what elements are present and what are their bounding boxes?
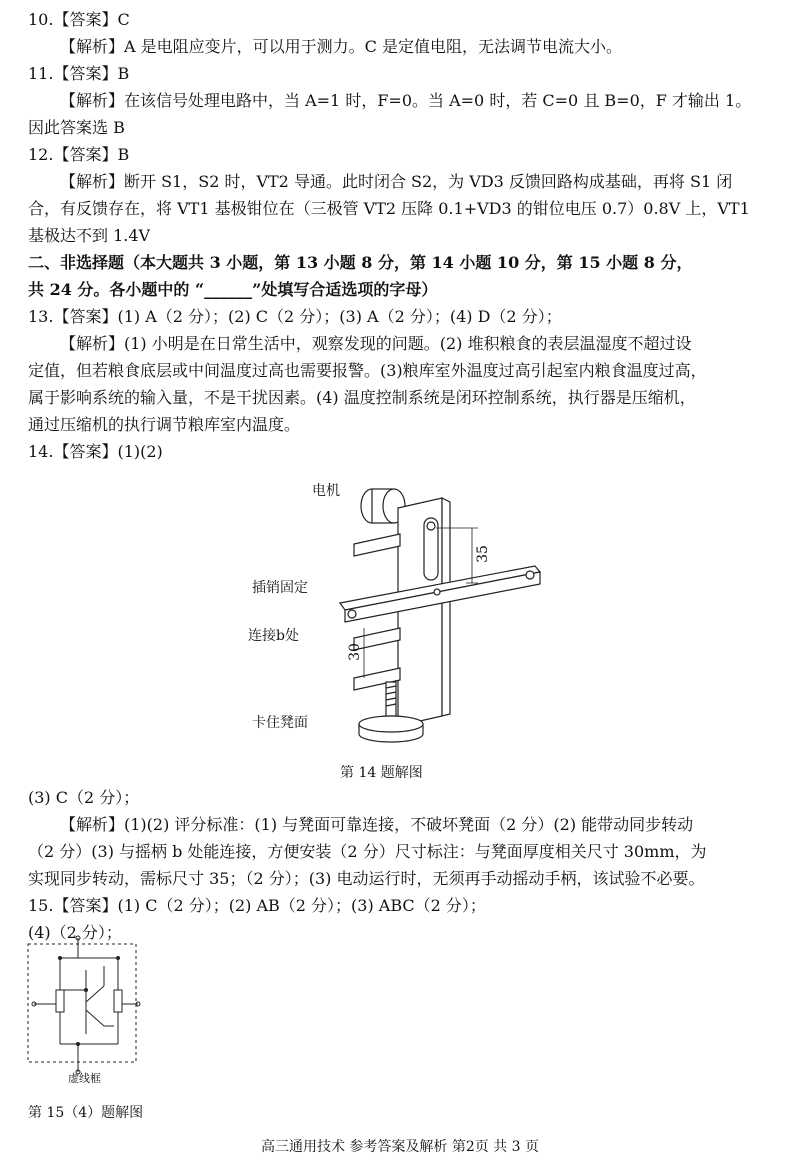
q14-analysis-cont-1: （2 分）(3) 与摇柄 b 处能连接，方便安装（2 分）尺寸标注：与凳面厚度相关尺寸 30mm，为 bbox=[28, 842, 707, 861]
q13-analysis-cont-1: 定值，但若粮食底层或中间温度过高也需要报警。(3)粮库室外温度过高引起室内粮食温度过高， bbox=[28, 361, 707, 380]
q10-answer: 10.【答案】C bbox=[28, 10, 130, 29]
q11-answer: 11.【答案】B bbox=[28, 64, 130, 83]
q10-analysis: 【解析】A 是电阻应变片，可以用于测力。C 是定值电阻，无法调节电流大小。 bbox=[60, 37, 622, 56]
q13-analysis: 【解析】(1) 小明是在日常生活中，观察发现的问题。(2) 堆积粮食的表层温湿度不超过设 bbox=[60, 334, 692, 353]
q13-analysis-cont-2: 属于影响系统的输入量，不是干扰因素。(4) 温度控制系统是闭环控制系统，执行器是压缩机， bbox=[28, 388, 696, 407]
q14-analysis-cont-2: 实现同步转动，需标尺寸 35；（2 分）；(3) 电动运行时，无须再手动摇动手柄，该试验不必要。 bbox=[28, 869, 705, 888]
q14-answer-3: (3) C（2 分）； bbox=[28, 788, 140, 807]
figure-14-drawing bbox=[340, 488, 570, 748]
q13-answer: 13.【答案】(1) A（2 分）；(2) C（2 分）；(3) A（2 分）；(4) D（2 分）； bbox=[28, 307, 562, 326]
q15-answer-4: (4)（2 分）； bbox=[28, 923, 122, 942]
q13-analysis-cont-3: 通过压缩机的执行调节粮库室内温度。 bbox=[28, 415, 301, 434]
fig15-box-label: 虚线框 bbox=[68, 1072, 101, 1085]
fig14-pin-label: 插销固定 bbox=[252, 580, 308, 596]
fig15-caption: 第 15（4）题解图 bbox=[28, 1105, 144, 1121]
figure-15-circuit bbox=[20, 934, 150, 1084]
q11-analysis: 【解析】在该信号处理电路中，当 A=1 时，F=0。当 A=0 时，若 C=0 且 B=0，F 才输出 1。 bbox=[60, 91, 752, 110]
fig14-caption: 第 14 题解图 bbox=[340, 765, 423, 781]
q11-analysis-cont: 因此答案选 B bbox=[28, 118, 125, 137]
q12-analysis-cont-2: 基极达不到 1.4V bbox=[28, 226, 151, 245]
fig14-connect-label: 连接b处 bbox=[248, 628, 299, 644]
q12-answer: 12.【答案】B bbox=[28, 145, 130, 164]
page-footer: 高三通用技术 参考答案及解析 第2页 共 3 页 bbox=[260, 1139, 540, 1155]
section-heading: 二、非选择题（本大题共 3 小题，第 13 小题 8 分，第 14 小题 10 分，第 15 小题 8 分， bbox=[28, 253, 693, 272]
fig14-dim-35: 35 bbox=[474, 545, 491, 563]
q14-answer: 14.【答案】(1)(2) bbox=[28, 442, 163, 461]
fig14-dim-30: 30 bbox=[346, 643, 363, 661]
fig14-clamp-label: 卡住凳面 bbox=[252, 715, 308, 731]
q12-analysis: 【解析】断开 S1，S2 时，VT2 导通。此时闭合 S2，为 VD3 反馈回路构成基础，再将 S1 闭 bbox=[60, 172, 733, 191]
q14-analysis: 【解析】(1)(2) 评分标准：(1) 与凳面可靠连接，不破坏凳面（2 分）(2) 能带动同步转动 bbox=[60, 815, 694, 834]
section-heading-cont: 共 24 分。各小题中的 “______”处填写合适选项的字母） bbox=[28, 280, 438, 299]
fig14-motor-label: 电机 bbox=[312, 483, 340, 499]
q15-answer: 15.【答案】(1) C（2 分）；(2) AB（2 分）；(3) ABC（2 分）； bbox=[28, 896, 486, 915]
q12-analysis-cont-1: 合，有反馈存在，将 VT1 基极钳位在（三极管 VT2 压降 0.1+VD3 的钳位电压 0.7）0.8V 上，VT1 bbox=[28, 199, 750, 218]
